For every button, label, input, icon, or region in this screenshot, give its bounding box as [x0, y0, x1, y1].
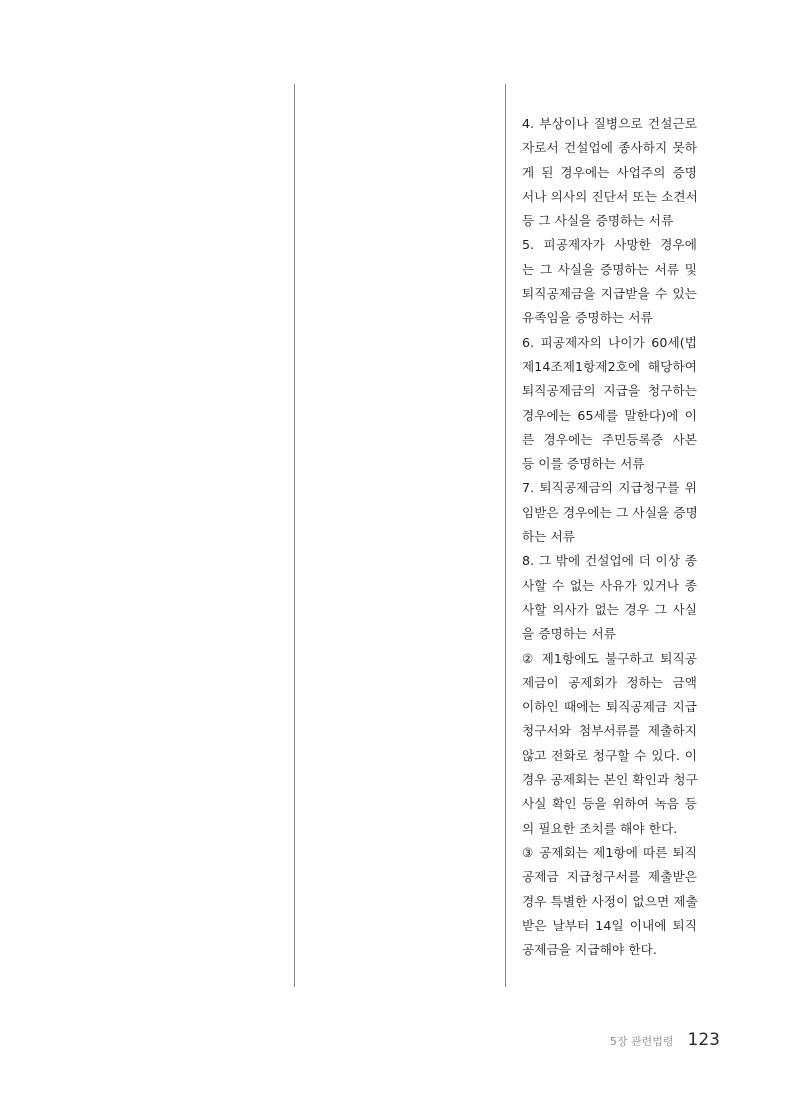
text-line: 7. 퇴직공제금의 지급청구를 위 — [522, 480, 697, 496]
text-line: 유족임을 증명하는 서류 — [522, 310, 653, 326]
text-line: 5. 피공제자가 사망한 경우에 — [522, 237, 697, 253]
text-line: 제14조제1항제2호에 해당하여 — [522, 358, 697, 374]
text-line: 자로서 건설업에 종사하지 못하 — [522, 140, 697, 156]
text-line: 4. 부상이나 질병으로 건설근로 — [522, 116, 697, 131]
text-line: 을 증명하는 서류 — [522, 626, 617, 642]
text-line: 임받은 경우에는 그 사실을 증명 — [522, 504, 698, 520]
page-number: 123 — [687, 1030, 720, 1050]
text-line: 른 경우에는 주민등록증 사본 — [522, 431, 697, 447]
text-line: ② 제1항에도 불구하고 퇴직공 — [522, 650, 697, 666]
left-column-rule — [294, 84, 295, 987]
text-line: 이하인 때에는 퇴직공제금 지급 — [522, 699, 697, 715]
right-column-rule — [505, 84, 506, 987]
text-line: 6. 피공제자의 나이가 60세(법 — [522, 334, 697, 350]
text-line: 는 그 사실을 증명하는 서류 및 — [522, 261, 697, 277]
text-line: ③ 공제회는 제1항에 따른 퇴직 — [522, 844, 697, 860]
text-line: 제금이 공제회가 정하는 금액 — [522, 674, 697, 690]
text-line: 받은 날부터 14일 이내에 퇴직 — [522, 917, 697, 933]
text-line: 경우 공제회는 본인 확인과 청구 — [522, 772, 698, 788]
text-line: 하는 서류 — [522, 529, 576, 545]
text-line: 퇴직공제금을 지급받을 수 있는 — [522, 286, 697, 302]
text-line: 게 된 경우에는 사업주의 증명 — [522, 164, 697, 180]
text-line: 않고 전화로 청구할 수 있다. 이 — [522, 747, 697, 763]
text-line: 공제금을 지급해야 한다. — [522, 942, 657, 958]
chapter-title: 5장 관련법령 — [609, 1035, 674, 1048]
text-line: 의 필요한 조치를 해야 한다. — [522, 820, 678, 836]
text-line: 청구서와 첨부서류를 제출하지 — [522, 723, 697, 739]
page-footer — [610, 1030, 720, 1050]
text-column — [522, 112, 697, 962]
text-line: 사할 의사가 없는 경우 그 사실 — [522, 601, 697, 617]
text-line: 경우 특별한 사정이 없으면 제출 — [522, 893, 698, 909]
text-line: 8. 그 밖에 건설업에 더 이상 종 — [522, 553, 697, 569]
text-line: 등 이를 증명하는 서류 — [522, 456, 645, 472]
text-line: 사실 확인 등을 위하여 녹음 등 — [522, 796, 697, 812]
text-line: 등 그 사실을 증명하는 서류 — [522, 213, 674, 229]
text-line: 사할 수 없는 사유가 있거나 종 — [522, 577, 697, 593]
text-line: 서나 의사의 진단서 또는 소견서 — [522, 188, 698, 204]
text-line: 경우에는 65세를 말한다)에 이 — [522, 407, 697, 423]
text-line: 퇴직공제금의 지급을 청구하는 — [522, 383, 697, 399]
text-line: 공제금 지급청구서를 제출받은 — [522, 869, 697, 885]
